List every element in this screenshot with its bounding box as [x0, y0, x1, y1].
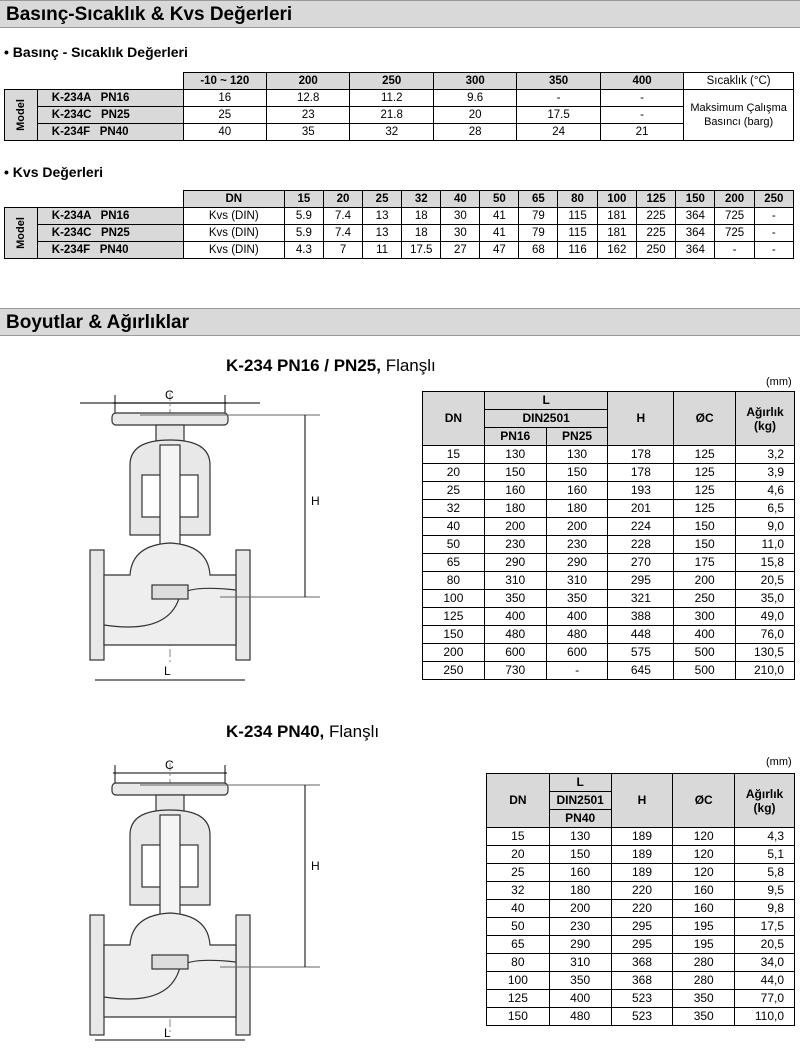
table-cell: 130 [546, 446, 608, 464]
dn-header: DN [183, 191, 284, 208]
table-cell: 100 [423, 590, 485, 608]
kvs-value: - [754, 208, 793, 225]
kvs-type: Kvs (DIN) [183, 225, 284, 242]
table-cell: 575 [608, 644, 674, 662]
dimension-rows [423, 446, 795, 680]
dn-value-header: 80 [558, 191, 597, 208]
section-title-pressure-kvs: Basınç-Sıcaklık & Kvs Değerleri [0, 0, 800, 28]
kvs-value: 30 [441, 225, 480, 242]
temp-header: -10 ~ 120 [183, 73, 266, 90]
table-cell: 15,8 [736, 554, 795, 572]
kvs-value: 725 [715, 225, 754, 242]
col-h: H [611, 774, 673, 828]
table-cell: 290 [546, 554, 608, 572]
table-cell: 4,6 [736, 482, 795, 500]
table-row [487, 882, 795, 900]
kvs-value: 5.9 [284, 225, 323, 242]
table-cell: 200 [423, 644, 485, 662]
dn-value-header: 15 [284, 191, 323, 208]
table-cell: 310 [549, 954, 611, 972]
model-vertical-label: Model [5, 208, 38, 259]
table-row [423, 482, 795, 500]
drawing1-unit: (mm) [766, 376, 792, 388]
dn-value-header: 25 [363, 191, 402, 208]
table-cell: 250 [423, 662, 485, 680]
pressure-value: 12.8 [266, 90, 350, 107]
kvs-type: Kvs (DIN) [183, 208, 284, 225]
table-row [423, 554, 795, 572]
table-cell: 5,8 [735, 864, 795, 882]
table-row [487, 990, 795, 1008]
table-cell: - [546, 662, 608, 680]
col-pn16: PN16 [484, 428, 546, 446]
col-weight: Ağırlık (kg) [736, 392, 795, 446]
table-cell: 201 [608, 500, 674, 518]
model-cell: K-234A PN16 [37, 208, 183, 225]
table-cell: 350 [673, 990, 735, 1008]
table-cell: 290 [549, 936, 611, 954]
table-cell: 17,5 [735, 918, 795, 936]
pressure-value: 24 [517, 124, 601, 141]
pressure-value: 40 [183, 124, 266, 141]
kvs-value: - [754, 242, 793, 259]
blank-corner [5, 191, 184, 208]
table-cell: 32 [487, 882, 550, 900]
pressure-value: - [517, 90, 601, 107]
col-oc: ØC [674, 392, 736, 446]
section-title-dimensions: Boyutlar & Ağırlıklar [0, 308, 800, 336]
table-row [487, 972, 795, 990]
table-row [487, 900, 795, 918]
kvs-table [4, 190, 794, 259]
table-row [487, 936, 795, 954]
temp-header: 350 [517, 73, 601, 90]
table-cell: 310 [546, 572, 608, 590]
dn-value-header: 200 [715, 191, 754, 208]
table-cell: 34,0 [735, 954, 795, 972]
table-cell: 189 [611, 864, 673, 882]
kvs-value: 115 [558, 225, 597, 242]
col-l: L [484, 392, 608, 410]
dn-value-header: 125 [636, 191, 675, 208]
table-cell: 400 [674, 626, 736, 644]
table-row [487, 954, 795, 972]
kvs-value: 7 [323, 242, 362, 259]
table-row [487, 1008, 795, 1026]
table-cell: 130 [484, 446, 546, 464]
table-cell: 195 [673, 918, 735, 936]
col-dn: DN [423, 392, 485, 446]
kvs-value: 225 [636, 225, 675, 242]
temp-header: 200 [266, 73, 350, 90]
table-cell: 5,1 [735, 846, 795, 864]
temp-header: 400 [600, 73, 683, 90]
table-cell: 25 [487, 864, 550, 882]
table-cell: 9,0 [736, 518, 795, 536]
temp-header: 250 [350, 73, 434, 90]
pressure-temp-heading: • Basınç - Sıcaklık Değerleri [4, 44, 188, 60]
kvs-value: 7.4 [323, 208, 362, 225]
col-weight: Ağırlık (kg) [735, 774, 795, 828]
table-cell: 130 [549, 828, 611, 846]
dimension-label-h: H [311, 494, 320, 508]
table-cell: 400 [549, 990, 611, 1008]
kvs-value: 27 [441, 242, 480, 259]
kvs-value: 364 [676, 225, 715, 242]
kvs-value: - [754, 225, 793, 242]
table-cell: 290 [484, 554, 546, 572]
table-cell: 150 [487, 1008, 550, 1026]
table-cell: 125 [674, 446, 736, 464]
kvs-value: 41 [480, 208, 519, 225]
col-l: L [549, 774, 611, 792]
valve-drawing-pn16-pn25 [20, 385, 330, 685]
table-cell: 368 [611, 954, 673, 972]
kvs-value: 68 [519, 242, 558, 259]
table-row [423, 518, 795, 536]
kvs-value: 11 [363, 242, 402, 259]
table-cell: 388 [608, 608, 674, 626]
table-cell: 9,8 [735, 900, 795, 918]
kvs-value: 18 [402, 208, 441, 225]
pressure-value: 16 [183, 90, 266, 107]
table-cell: 160 [546, 482, 608, 500]
table-cell: 80 [487, 954, 550, 972]
pressure-value: - [600, 107, 683, 124]
table-cell: 150 [674, 536, 736, 554]
table-row [423, 500, 795, 518]
kvs-value: 13 [363, 225, 402, 242]
col-h: H [608, 392, 674, 446]
table-cell: 350 [484, 590, 546, 608]
table-cell: 3,9 [736, 464, 795, 482]
table-cell: 160 [549, 864, 611, 882]
table-row [487, 918, 795, 936]
col-din: DIN2501 [484, 410, 608, 428]
table-cell: 150 [549, 846, 611, 864]
table-row [423, 608, 795, 626]
table-cell: 25 [423, 482, 485, 500]
kvs-value: 4.3 [284, 242, 323, 259]
table-cell: 15 [487, 828, 550, 846]
kvs-value: 41 [480, 225, 519, 242]
kvs-value: 47 [480, 242, 519, 259]
col-din: DIN2501 [549, 792, 611, 810]
table-cell: 600 [484, 644, 546, 662]
table-cell: 500 [674, 644, 736, 662]
table-row [423, 662, 795, 680]
table-cell: 110,0 [735, 1008, 795, 1026]
valve-drawing-pn40 [20, 755, 330, 1045]
dimension-table-pn40 [486, 773, 795, 1026]
table-cell: 250 [674, 590, 736, 608]
pressure-value: 17.5 [517, 107, 601, 124]
model-cell: K-234F PN40 [37, 124, 183, 141]
col-dn: DN [487, 774, 550, 828]
table-cell: 125 [423, 608, 485, 626]
table-cell: 120 [673, 864, 735, 882]
max-pressure-note: Maksimum Çalışma Basıncı (barg) [684, 90, 794, 141]
table-row [487, 828, 795, 846]
dimension-label-l: L [164, 664, 171, 678]
table-cell: 180 [484, 500, 546, 518]
table-cell: 125 [674, 464, 736, 482]
table-cell: 193 [608, 482, 674, 500]
table-cell: 20,5 [736, 572, 795, 590]
table-cell: 480 [549, 1008, 611, 1026]
kvs-value: 725 [715, 208, 754, 225]
model-cell: K-234F PN40 [37, 242, 183, 259]
col-pn25: PN25 [546, 428, 608, 446]
table-cell: 230 [484, 536, 546, 554]
table-cell: 178 [608, 446, 674, 464]
table-cell: 20 [423, 464, 485, 482]
table-cell: 730 [484, 662, 546, 680]
table-cell: 100 [487, 972, 550, 990]
model-vertical-label: Model [5, 90, 38, 141]
kvs-value: 5.9 [284, 208, 323, 225]
table-cell: 150 [674, 518, 736, 536]
table-cell: 180 [549, 882, 611, 900]
table-cell: 150 [484, 464, 546, 482]
table-row [487, 846, 795, 864]
model-cell: K-234C PN25 [37, 107, 183, 124]
table-cell: 11,0 [736, 536, 795, 554]
pressure-value: 23 [266, 107, 350, 124]
table-row [423, 590, 795, 608]
table-cell: 220 [611, 900, 673, 918]
temp-unit-label: Sıcaklık (°C) [684, 73, 794, 90]
table-cell: 65 [487, 936, 550, 954]
pressure-value: 11.2 [350, 90, 434, 107]
table-cell: 44,0 [735, 972, 795, 990]
table-cell: 49,0 [736, 608, 795, 626]
table-cell: 77,0 [735, 990, 795, 1008]
table-cell: 350 [546, 590, 608, 608]
table-cell: 500 [674, 662, 736, 680]
table-cell: 228 [608, 536, 674, 554]
col-pn40: PN40 [549, 810, 611, 828]
table-cell: 76,0 [736, 626, 795, 644]
table-cell: 40 [487, 900, 550, 918]
pressure-value: 25 [183, 107, 266, 124]
table-cell: 523 [611, 990, 673, 1008]
kvs-value: 162 [597, 242, 636, 259]
kvs-value: 364 [676, 208, 715, 225]
kvs-value: 79 [519, 208, 558, 225]
kvs-value: 13 [363, 208, 402, 225]
table-row [423, 464, 795, 482]
table-cell: 195 [673, 936, 735, 954]
table-cell: 189 [611, 846, 673, 864]
table-cell: 120 [673, 846, 735, 864]
table-cell: 65 [423, 554, 485, 572]
table-cell: 200 [549, 900, 611, 918]
pressure-temp-table [4, 72, 794, 141]
table-cell: 189 [611, 828, 673, 846]
table-cell: 400 [484, 608, 546, 626]
dn-value-header: 250 [754, 191, 793, 208]
dn-value-header: 40 [441, 191, 480, 208]
kvs-value: 7.4 [323, 225, 362, 242]
dimension-label-c: C [165, 758, 174, 772]
table-cell: 160 [673, 900, 735, 918]
pressure-value: 21 [600, 124, 683, 141]
table-cell: 175 [674, 554, 736, 572]
table-cell: 480 [484, 626, 546, 644]
table-cell: 160 [673, 882, 735, 900]
table-cell: 6,5 [736, 500, 795, 518]
table-cell: 160 [484, 482, 546, 500]
col-oc: ØC [673, 774, 735, 828]
dimension-rows [487, 828, 795, 1026]
dn-value-header: 32 [402, 191, 441, 208]
table-cell: 180 [546, 500, 608, 518]
table-cell: 295 [611, 936, 673, 954]
table-cell: 50 [423, 536, 485, 554]
table-row [423, 446, 795, 464]
table-cell: 178 [608, 464, 674, 482]
table-cell: 3,2 [736, 446, 795, 464]
kvs-value: - [715, 242, 754, 259]
table-cell: 350 [549, 972, 611, 990]
table-cell: 32 [423, 500, 485, 518]
table-cell: 150 [423, 626, 485, 644]
pressure-value: 9.6 [433, 90, 516, 107]
table-cell: 220 [611, 882, 673, 900]
drawing2-unit: (mm) [766, 756, 792, 768]
table-row [423, 572, 795, 590]
table-cell: 40 [423, 518, 485, 536]
table-cell: 448 [608, 626, 674, 644]
kvs-value: 250 [636, 242, 675, 259]
table-cell: 280 [673, 954, 735, 972]
table-cell: 200 [546, 518, 608, 536]
table-cell: 150 [546, 464, 608, 482]
table-cell: 80 [423, 572, 485, 590]
kvs-value: 17.5 [402, 242, 441, 259]
table-cell: 125 [487, 990, 550, 1008]
pressure-value: - [600, 90, 683, 107]
table-cell: 20 [487, 846, 550, 864]
table-cell: 270 [608, 554, 674, 572]
pressure-value: 28 [433, 124, 516, 141]
table-cell: 200 [484, 518, 546, 536]
table-cell: 300 [674, 608, 736, 626]
dimension-label-l: L [164, 1026, 171, 1040]
table-cell: 210,0 [736, 662, 795, 680]
table-row [487, 864, 795, 882]
table-cell: 321 [608, 590, 674, 608]
pressure-value: 32 [350, 124, 434, 141]
kvs-value: 225 [636, 208, 675, 225]
blank-corner [5, 73, 184, 90]
table-row [423, 536, 795, 554]
table-cell: 600 [546, 644, 608, 662]
table-cell: 480 [546, 626, 608, 644]
kvs-value: 30 [441, 208, 480, 225]
kvs-type: Kvs (DIN) [183, 242, 284, 259]
kvs-value: 18 [402, 225, 441, 242]
dimension-label-c: C [165, 388, 174, 402]
table-cell: 50 [487, 918, 550, 936]
dn-value-header: 100 [597, 191, 636, 208]
table-cell: 4,3 [735, 828, 795, 846]
table-cell: 35,0 [736, 590, 795, 608]
table-cell: 224 [608, 518, 674, 536]
pressure-value: 35 [266, 124, 350, 141]
table-cell: 15 [423, 446, 485, 464]
kvs-heading: • Kvs Değerleri [4, 164, 104, 180]
table-row [423, 626, 795, 644]
dn-value-header: 150 [676, 191, 715, 208]
drawing2-title: K-234 PN40, Flanşlı [226, 722, 380, 741]
pressure-value: 20 [433, 107, 516, 124]
table-cell: 230 [546, 536, 608, 554]
table-cell: 523 [611, 1008, 673, 1026]
table-cell: 350 [673, 1008, 735, 1026]
temp-header: 300 [433, 73, 516, 90]
table-cell: 280 [673, 972, 735, 990]
kvs-value: 181 [597, 225, 636, 242]
dimension-label-h: H [311, 859, 320, 873]
table-cell: 645 [608, 662, 674, 680]
table-cell: 230 [549, 918, 611, 936]
dimension-table-pn16-pn25 [422, 391, 795, 680]
table-cell: 310 [484, 572, 546, 590]
table-row [423, 644, 795, 662]
drawing1-title: K-234 PN16 / PN25, Flanşlı [226, 356, 436, 375]
model-cell: K-234A PN16 [37, 90, 183, 107]
table-cell: 400 [546, 608, 608, 626]
dn-value-header: 20 [323, 191, 362, 208]
model-cell: K-234C PN25 [37, 225, 183, 242]
table-cell: 125 [674, 482, 736, 500]
pressure-value: 21.8 [350, 107, 434, 124]
table-cell: 120 [673, 828, 735, 846]
table-cell: 200 [674, 572, 736, 590]
kvs-value: 79 [519, 225, 558, 242]
dn-value-header: 65 [519, 191, 558, 208]
kvs-value: 181 [597, 208, 636, 225]
kvs-value: 115 [558, 208, 597, 225]
table-cell: 295 [608, 572, 674, 590]
dn-value-header: 50 [480, 191, 519, 208]
table-cell: 20,5 [735, 936, 795, 954]
table-cell: 295 [611, 918, 673, 936]
kvs-value: 116 [558, 242, 597, 259]
table-cell: 130,5 [736, 644, 795, 662]
kvs-value: 364 [676, 242, 715, 259]
table-cell: 9,5 [735, 882, 795, 900]
table-cell: 368 [611, 972, 673, 990]
table-cell: 125 [674, 500, 736, 518]
